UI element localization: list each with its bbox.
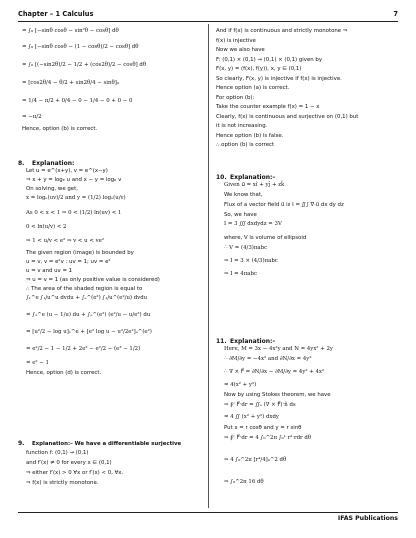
equation-line: ∴ ∇ × F⃗ = ∂N/∂x − ∂M/∂y = 4y² + 4x² (224, 369, 325, 376)
equation-line: ⇒ ∮ᶜ F⃗·dr = 4 ∫₀^2π ∫₀¹ r²·rdr dθ (224, 435, 312, 442)
text-line: Let u = e^(x+y), v = e^(x−y) (26, 168, 108, 175)
equation-line: = ∫₀ [−sinθ cosθ − sin²θ − cosθ] dθ (22, 28, 119, 34)
text-line: ⇒ x + y = logₑ u and x − y = logₑ v (26, 177, 122, 184)
text-line: where, V is volume of ellipsoid (224, 235, 307, 242)
conclusion-text: Hence, option (b) is correct. (22, 126, 98, 132)
page-number: 7 (393, 10, 398, 18)
q11-block (216, 338, 400, 493)
equation-line: = 4 ∬ (x² + y²) dxdy (224, 414, 279, 421)
chapter-title: Chapter – 1 Calculus (18, 10, 94, 18)
text-line: F: (0,1) × (0,1) → (0,1) × (0,1) given by (216, 56, 323, 63)
equation-line: 0 < ln(u/v) < 2 (26, 224, 67, 231)
page-header (18, 10, 398, 22)
text-line: F(x, y) = (f(x), f(y)), x, y ∈ (0,1) (216, 66, 302, 72)
equation-line: = [cos2θ/4 − θ/2 + sin2θ/4 − sinθ]₀ (22, 80, 119, 86)
text-line: Clearly, f(x) is continuous and surjective on (0,1) but (216, 113, 359, 120)
column-divider (208, 24, 209, 508)
text-line: function f: (0,1) → (0,1) (26, 450, 89, 456)
text-line: ⇒ u = v = 1 (as only positive value is considered) (26, 277, 160, 284)
q9-block (18, 440, 201, 490)
question-title: Explanation: (32, 160, 75, 167)
equation-line: Given u⃗ = xî + yĵ + zk̂ (224, 182, 285, 189)
text-line: On solving, we get, (26, 186, 78, 193)
text-line: ⇒ either f′(x) > 0 ∀x or f′(x) < 0, ∀x. (26, 470, 124, 476)
question-title: Explanation:– (230, 338, 276, 345)
text-line: So clearly, F(x, y) is injective if f(x) is injective. (216, 75, 342, 82)
text-line: Put x = r cosθ and y = r sinθ (224, 425, 302, 432)
equation-line: I = 3 ∭ dxdydz = 3V (224, 221, 282, 228)
equation-line: ⇒ ∮ᶜ F⃗·dr = ∬ₛ (∇ × F⃗)·n̂ ds (224, 402, 296, 409)
equation-line: As 0 < x < 1 ⇒ 0 < (1/2) ln(uv) < 1 (26, 210, 122, 217)
equation-line: = e² − 1 (26, 360, 49, 367)
text-line: Now by using Stokes theorem, we have (224, 392, 331, 399)
q10-block (216, 174, 400, 281)
equation-line: ∫₁^e ∫₁/u^u dvdu + ∫ₑ^(e²) ∫₁/u^(e²/u) dvdu (26, 295, 148, 302)
text-line: u = v, v = e²v : uv = 1; uv = e² (26, 259, 111, 266)
question-number: 8. (18, 160, 25, 167)
text-line: We know that, (224, 192, 263, 199)
page-footer (18, 512, 398, 526)
equation-line: ⇒ I = 3 × (4/3)πabc (224, 258, 278, 265)
text-line: Take the counter example f(x) = 1 − x (216, 104, 320, 110)
equation-line: = ∫₀ [−sinθ cosθ − (1 − cosθ)/2 − cosθ] dθ (22, 44, 139, 50)
equation-line: = [u²/2 − log u]₁^e + [e² log u − u²/2e²]ₑ^(e²) (26, 329, 152, 336)
text-line: And if f(x) is continuous and strictly monotone ⇒ (216, 28, 348, 34)
equation-line: = ∫₁^e (u − 1/u) du + ∫ₑ^(e²) (e²/u − u/e²) du (26, 312, 151, 319)
equation-line: = e²/2 − 1 − 1/2 + 2e² − e²/2 − (e³ − 1/2) (26, 346, 141, 353)
text-line: So, we have (224, 211, 257, 218)
text-line: u = v and uv = 1 (26, 268, 73, 275)
text-line: Hence option (a) is correct. (216, 85, 290, 91)
text-line: The given region (image) is bounded by (26, 250, 134, 257)
text-line: ⇒ f(x) is strictly monotone. (26, 480, 99, 486)
question-heading (18, 160, 201, 168)
text-line: ∴ The area of the shaded region is equal to (26, 286, 143, 293)
text-line: and f′(x) ≠ 0 for every x ∈ (0,1) (26, 460, 112, 466)
equation-line: ⇒ 1 < u/v < e² ⇒ v < u < ve² (26, 238, 104, 245)
conclusion-text: ∴ option (b) is correct (216, 142, 275, 148)
conclusion-text: Hence, option (d) is correct. (26, 370, 102, 377)
text-line: For option (b): (216, 94, 255, 101)
question-number: 9. (18, 440, 25, 447)
q7-solution-tail (18, 28, 201, 136)
equation-line: ⇒ I = 4πabc (224, 271, 257, 278)
question-number: 11. (216, 338, 227, 345)
question-heading (216, 338, 400, 346)
equation-line: x = logₑ(uv)/2 and y = (1/2) logₑ(u/v) (26, 195, 126, 202)
equation-line: Here, M = 3x − 4x²y and N = 4yx² + 2y (224, 346, 333, 353)
text-line: Hence option (b) is false. (216, 132, 284, 139)
question-number: 10. (216, 174, 227, 181)
equation-line: ∴ V = (4/3)πabc (224, 245, 268, 252)
question-heading (216, 174, 400, 182)
question-title: Explanation:– (230, 174, 276, 181)
text-line: it is not increasing. (216, 123, 268, 129)
equation-line: ⇒ ∫₀^2π 16 dθ (224, 479, 264, 486)
equation-line: = 1/4 − π/2 + 0/4 − 0 − 1/4 − 0 + 0 − 0 (22, 98, 133, 104)
text-line: f(x) is injective (216, 37, 256, 44)
q9-solution-tail (216, 28, 400, 152)
publisher-name: IFAS Publications (337, 515, 398, 522)
text-line: Flux of a vector field u⃗ is I = ∬∫ ∇·u⃗ dx dy dz (224, 201, 344, 208)
question-intro: Explanation:– We have a differentiable surjective (32, 441, 182, 447)
q8-block (18, 160, 201, 379)
equation-line: ⇒ 4 ∫₀^2π [r⁴/4]₀^2 dθ (224, 457, 287, 464)
equation-line: = −π/2 (22, 114, 42, 120)
equation-line: = ∫₀ [(−sin2θ)/2 − 1/2 + (cos2θ)/2 − cosθ] dθ (22, 62, 147, 68)
equation-line: = 4(x² + y²) (224, 382, 257, 389)
text-line: Now we also have (216, 47, 265, 53)
equation-line: ∴ ∂M/∂y = −4x² and ∂N/∂x = 4y² (224, 356, 312, 363)
